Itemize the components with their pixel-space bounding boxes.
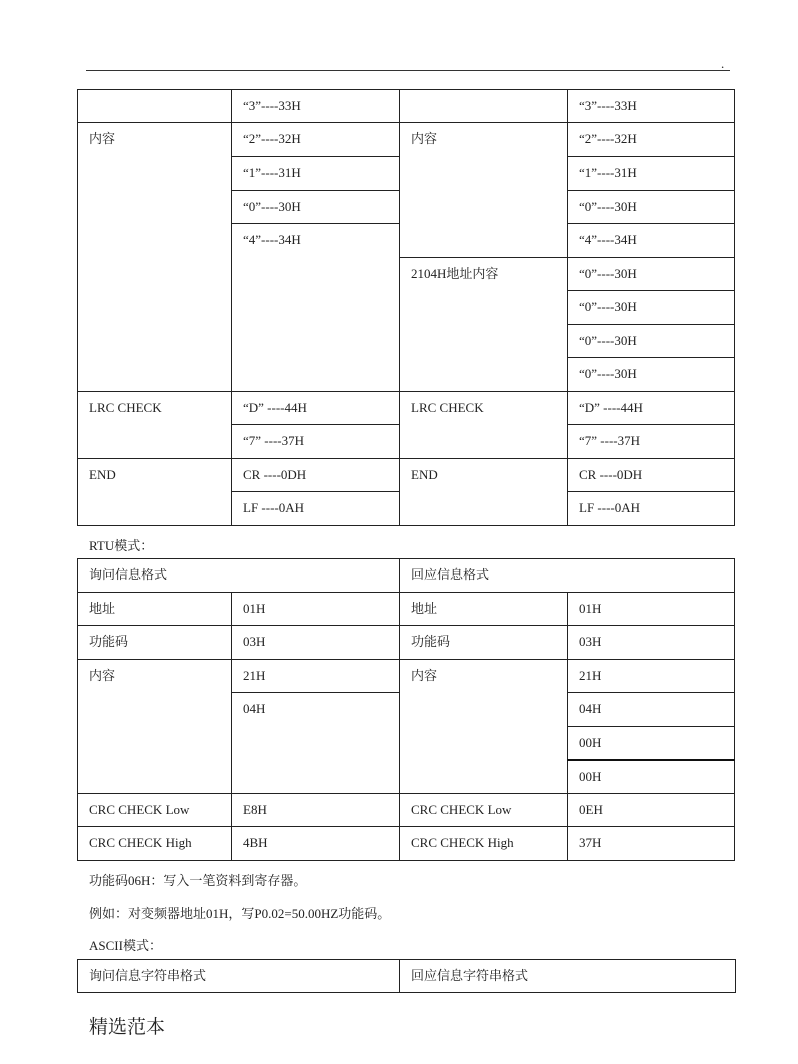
table-cell: CRC CHECK Low: [400, 794, 568, 827]
table-cell: 功能码: [78, 626, 232, 660]
header-dot: .: [721, 56, 725, 71]
table-cell: “0”----30H: [232, 191, 400, 224]
table-cell: 地址: [400, 593, 568, 626]
table-cell: “0”----30H: [568, 291, 735, 325]
table-cell: 37H: [568, 827, 735, 861]
content-label-cell: 内容: [400, 123, 568, 258]
end-label-cell: END: [400, 459, 568, 526]
table-cell: 01H: [232, 593, 400, 626]
ascii-string-table: [77, 959, 736, 993]
table-cell: CR ----0DH: [232, 459, 400, 492]
table-cell: 0EH: [568, 794, 735, 827]
address-content-label-cell: 2104H地址内容: [400, 258, 568, 392]
table-cell: LF ----0AH: [232, 492, 400, 526]
table-cell: 4BH: [232, 827, 400, 861]
function-code-06-description: 功能码06H：写入一笔资料到寄存器。: [89, 873, 307, 888]
table-cell: 03H: [568, 626, 735, 660]
end-label-cell: END: [78, 459, 232, 526]
ascii-mode-label: ASCII模式：: [89, 938, 162, 953]
ascii-frame-table: [77, 89, 735, 526]
table-cell: 01H: [568, 593, 735, 626]
table-cell: “0”----30H: [568, 191, 735, 224]
table-cell: CRC CHECK High: [400, 827, 568, 861]
lrc-label-cell: LRC CHECK: [78, 392, 232, 459]
rtu-frame-table: [77, 558, 735, 861]
rtu-mode-label: RTU模式：: [89, 538, 154, 553]
lrc-label-cell: LRC CHECK: [400, 392, 568, 459]
table-cell: 00H: [568, 727, 735, 760]
table-cell: “2”----32H: [232, 123, 400, 157]
footer-text: 精选范本: [89, 1017, 166, 1038]
table-cell: “7” ----37H: [568, 425, 735, 459]
table-cell: “1”----31H: [232, 157, 400, 191]
content-label-cell: 内容: [400, 660, 568, 794]
table-cell: 21H: [232, 660, 400, 693]
table-cell: CRC CHECK Low: [78, 794, 232, 827]
table-cell: “3”----33H: [568, 90, 735, 123]
table-cell: 地址: [78, 593, 232, 626]
table-cell: CR ----0DH: [568, 459, 735, 492]
table-cell: “2”----32H: [568, 123, 735, 157]
table-cell: “4”----34H: [232, 224, 400, 392]
table-cell: 03H: [232, 626, 400, 660]
table-cell: 功能码: [400, 626, 568, 660]
table-cell: 00H: [568, 760, 735, 794]
table-cell: 04H: [232, 693, 400, 794]
table-cell: “D” ----44H: [232, 392, 400, 425]
response-format-header: 回应信息格式: [400, 559, 735, 593]
table-cell: “1”----31H: [568, 157, 735, 191]
query-format-header: 询问信息格式: [78, 559, 400, 593]
table-cell: 21H: [568, 660, 735, 693]
table-cell: “0”----30H: [568, 358, 735, 392]
table-cell: “4”----34H: [568, 224, 735, 258]
table-cell: LF ----0AH: [568, 492, 735, 526]
example-text: 例如：对变频器地址01H，写P0.02=50.00HZ功能码。: [89, 906, 391, 921]
content-label-cell: 内容: [78, 660, 232, 794]
table-cell: “0”----30H: [568, 258, 735, 291]
content-label-cell: 内容: [78, 123, 232, 392]
table-cell: E8H: [232, 794, 400, 827]
table-cell: “D” ----44H: [568, 392, 735, 425]
header-rule: [86, 70, 730, 71]
table-cell: “7” ----37H: [232, 425, 400, 459]
table-cell: “0”----30H: [568, 325, 735, 358]
table-cell: “3”----33H: [232, 90, 400, 123]
table-cell: 04H: [568, 693, 735, 727]
response-string-format-header: 回应信息字符串格式: [400, 960, 736, 993]
table-cell: [400, 90, 568, 123]
query-string-format-header: 询问信息字符串格式: [78, 960, 400, 993]
table-cell: [78, 90, 232, 123]
table-cell: CRC CHECK High: [78, 827, 232, 861]
